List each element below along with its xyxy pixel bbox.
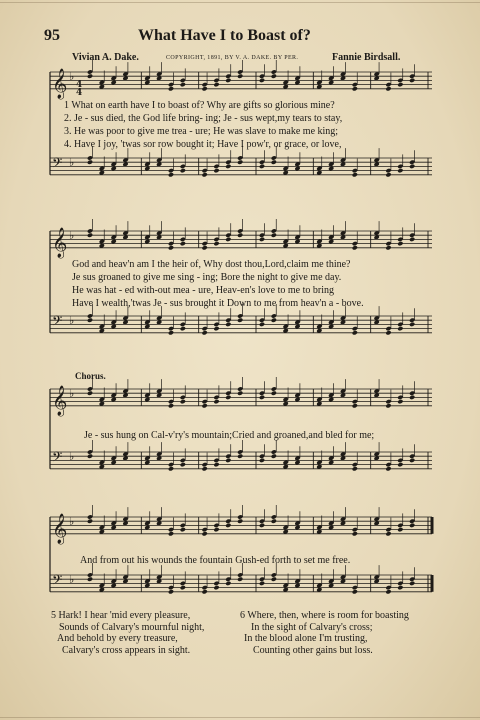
note-head	[180, 168, 186, 173]
note-head	[385, 531, 391, 536]
note-head	[259, 581, 265, 586]
note-head	[87, 160, 93, 165]
note-head	[225, 322, 231, 327]
note-head	[202, 466, 208, 471]
verse-4-line-1: 4. Have I joy, 'twas sor row bought it; Have I pow'r, or grace, or love,	[64, 139, 342, 150]
note-head	[385, 466, 391, 471]
verse-2-line-2: Je sus groaned to give me sing - ing; Bore the night to give me day.	[72, 272, 342, 283]
treble-clef-icon: 𝄞	[52, 227, 68, 258]
note-head	[180, 241, 186, 246]
note-head	[271, 519, 277, 524]
note-head	[409, 458, 415, 463]
note-head	[202, 86, 208, 91]
copyright-notice: COPYRIGHT, 1891, BY V. A. DAKE. BY PER.	[166, 55, 299, 61]
stanza-6-line-2: In the sight of Calvary's cross;	[251, 621, 373, 633]
treble-clef-icon: 𝄞	[52, 68, 68, 99]
note-head	[409, 523, 415, 528]
flat-sign-icon: ♭	[69, 156, 75, 169]
flat-sign-icon: ♭	[69, 387, 75, 400]
flat-sign-icon: ♭	[69, 573, 75, 586]
note-head	[271, 74, 277, 79]
note-head	[259, 164, 265, 169]
note-head	[352, 403, 358, 408]
note-head	[271, 391, 277, 396]
note-head	[202, 589, 208, 594]
stanza-5-line-1: 5 Hark! I hear 'mid every pleasure,	[51, 610, 191, 621]
note-head	[385, 172, 391, 177]
flat-sign-icon: ♭	[69, 229, 75, 242]
note-head	[202, 172, 208, 177]
note-head	[271, 454, 277, 459]
note-head	[352, 86, 358, 91]
note-head	[271, 577, 277, 582]
note-head	[352, 589, 358, 594]
flat-sign-icon: ♭	[69, 450, 75, 463]
note-head	[87, 318, 93, 323]
note-head	[180, 585, 186, 590]
stanza-6-line-1: 6 Where, then, where is room for boasting	[240, 610, 409, 621]
note-head	[409, 395, 415, 400]
note-head	[259, 395, 265, 400]
note-head	[168, 589, 174, 594]
note-head	[87, 519, 93, 524]
note-head	[180, 399, 186, 404]
stanza-5-line-4: Calvary's cross appears in sight.	[62, 645, 191, 657]
note-head	[352, 466, 358, 471]
note-head	[180, 527, 186, 532]
hymn-title: What Have I to Boast of?	[138, 27, 311, 44]
note-head	[237, 160, 243, 165]
note-head	[180, 462, 186, 467]
note-head	[225, 395, 231, 400]
note-head	[225, 581, 231, 586]
note-head	[87, 233, 93, 238]
bass-clef-icon: 𝄢	[52, 155, 63, 174]
lyricist-credit: Fannie Birdsall.	[332, 52, 401, 63]
stanza-6-line-4: Counting other gains but loss.	[253, 645, 373, 657]
note-head	[397, 527, 403, 532]
stanza-5-line-2: Sounds of Calvary's mournful night,	[59, 621, 205, 633]
note-head	[213, 241, 219, 246]
chorus-line-1: Je - sus hung on Cal-v'ry's mountain;Cried and groaned,and bled for me;	[84, 430, 375, 441]
note-head	[237, 577, 243, 582]
note-head	[352, 245, 358, 250]
note-head	[168, 172, 174, 177]
note-head	[180, 326, 186, 331]
note-head	[385, 330, 391, 335]
note-head	[352, 330, 358, 335]
chorus-line-2: And from out his wounds the fountain Gush-ed forth to set me free.	[80, 555, 351, 566]
note-head	[213, 168, 219, 173]
note-head	[202, 330, 208, 335]
note-head	[259, 458, 265, 463]
note-head	[213, 326, 219, 331]
note-head	[259, 523, 265, 528]
note-head	[168, 245, 174, 250]
note-head	[259, 322, 265, 327]
note-head	[397, 168, 403, 173]
note-head	[87, 74, 93, 79]
flat-sign-icon: ♭	[69, 515, 75, 528]
note-head	[180, 82, 186, 87]
note-head	[225, 164, 231, 169]
note-head	[213, 462, 219, 467]
note-head	[87, 391, 93, 396]
note-head	[237, 391, 243, 396]
note-head	[237, 233, 243, 238]
stanza-5	[51, 610, 204, 657]
note-head	[385, 403, 391, 408]
note-head	[225, 523, 231, 528]
note-head	[397, 82, 403, 87]
note-head	[397, 462, 403, 467]
composer-credit: Vivian A. Dake.	[72, 52, 139, 63]
note-head	[397, 399, 403, 404]
time-signature: 4	[76, 88, 83, 98]
note-head	[87, 454, 93, 459]
stanza-5-line-3: And behold by every treasure,	[57, 633, 178, 645]
verse-3-line-1: 3. He was poor to give me trea - ure; He was slave to make me king;	[64, 126, 339, 137]
verse-3-line-2: He was hat - ed with-out mea - ure, Heav-en's love to me to bring	[72, 285, 334, 296]
note-head	[385, 86, 391, 91]
note-head	[213, 527, 219, 532]
treble-clef-icon: 𝄞	[52, 385, 68, 416]
verse-2-line-1: 2. Je - sus died, the God life bring- ing; Je - sus wept,my tears to stay,	[64, 113, 343, 124]
note-head	[202, 245, 208, 250]
note-head	[409, 164, 415, 169]
note-head	[409, 322, 415, 327]
note-head	[225, 237, 231, 242]
hymn-number: 95	[44, 27, 60, 44]
note-head	[168, 330, 174, 335]
note-head	[87, 577, 93, 582]
verse-1-line-1: 1 What on earth have I to boast of? Why are gifts so glorious mine?	[64, 100, 335, 111]
note-head	[409, 78, 415, 83]
note-head	[385, 245, 391, 250]
note-head	[237, 318, 243, 323]
note-head	[259, 237, 265, 242]
note-head	[352, 172, 358, 177]
note-head	[168, 403, 174, 408]
note-head	[397, 326, 403, 331]
stanza-6-line-3: In the blood alone I'm trusting,	[244, 633, 368, 645]
note-head	[397, 585, 403, 590]
flat-sign-icon: ♭	[69, 314, 75, 327]
note-head	[237, 454, 243, 459]
note-head	[213, 82, 219, 87]
verse-1-line-2: God and heav'n am I the heir of, Why dost thou,Lord,claim me thine?	[72, 259, 351, 270]
flat-sign-icon: ♭	[69, 70, 75, 83]
note-head	[202, 403, 208, 408]
note-head	[168, 86, 174, 91]
note-head	[397, 241, 403, 246]
note-head	[271, 318, 277, 323]
bass-clef-icon: 𝄢	[52, 572, 63, 591]
note-head	[225, 78, 231, 83]
note-head	[271, 233, 277, 238]
note-head	[213, 399, 219, 404]
note-head	[237, 519, 243, 524]
note-head	[409, 581, 415, 586]
note-head	[271, 160, 277, 165]
note-head	[409, 237, 415, 242]
bass-clef-icon: 𝄢	[52, 313, 63, 332]
treble-clef-icon: 𝄞	[52, 513, 68, 544]
note-head	[259, 78, 265, 83]
stanza-6	[240, 610, 409, 657]
note-head	[237, 74, 243, 79]
note-head	[213, 585, 219, 590]
note-head	[202, 531, 208, 536]
note-head	[385, 589, 391, 594]
note-head	[168, 466, 174, 471]
note-head	[225, 458, 231, 463]
chorus-label: Chorus.	[75, 371, 106, 381]
note-head	[168, 531, 174, 536]
bass-clef-icon: 𝄢	[52, 449, 63, 468]
time-signature: 4	[76, 80, 83, 90]
note-head	[352, 531, 358, 536]
verse-4-line-2: Have I wealth,'twas Je - sus brought it Down to me from heav'n a - bove.	[72, 298, 364, 309]
